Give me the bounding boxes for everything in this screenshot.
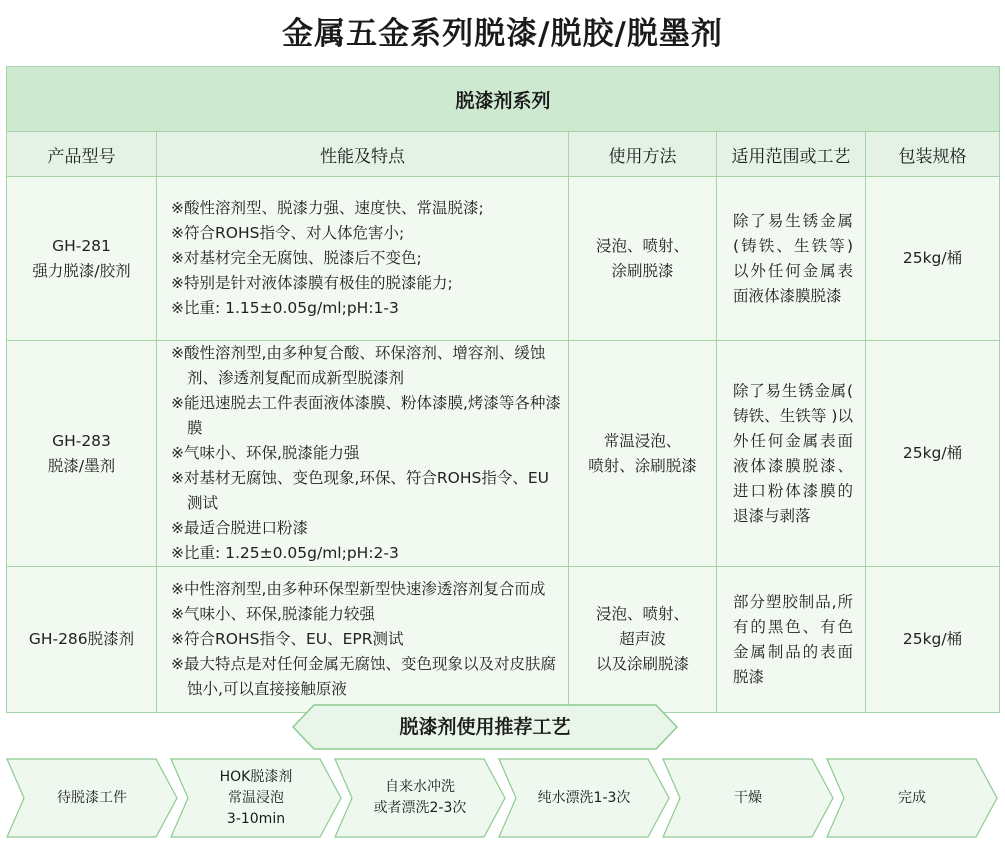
feature-item: ※符合ROHS指令、EU、EPR测试 <box>171 630 404 648</box>
step-line: 干燥 <box>734 789 762 806</box>
step-label <box>188 758 324 838</box>
model-cell <box>7 341 157 567</box>
method-line: 涂刷脱漆 <box>611 261 674 280</box>
model-name: 脱漆/墨剂 <box>47 456 116 475</box>
feature-item: ※气味小、环保,脱漆能力强 <box>171 444 360 462</box>
process-step <box>662 758 834 838</box>
scope-cell <box>717 341 866 567</box>
method-line: 喷射、涂刷脱漆 <box>588 456 697 475</box>
feature-item: ※中性溶剂型,由多种环保型新型快速渗透溶剂复合而成 <box>171 580 546 598</box>
method-line: 以及涂刷脱漆 <box>595 655 689 673</box>
model-code: GH-281 <box>52 236 111 255</box>
feature-item: ※酸性溶剂型,由多种复合酸、环保溶剂、增容剂、缓蚀剂、渗透剂复配而成新型脱漆剂 <box>171 344 546 387</box>
table-row <box>7 177 1000 341</box>
feature-item: ※最大特点是对任何金属无腐蚀、变色现象以及对皮肤腐蚀小,可以直接接触原液 <box>171 655 556 698</box>
step-label <box>24 758 160 838</box>
step-label <box>844 758 980 838</box>
feature-item: ※气味小、环保,脱漆能力较强 <box>171 605 375 623</box>
feature-item: ※特别是针对液体漆膜有极佳的脱漆能力; <box>171 274 453 292</box>
step-line: 3-10min <box>226 810 286 827</box>
feature-item: ※最适合脱进口粉漆 <box>171 519 308 537</box>
method-cell <box>569 567 717 713</box>
header-model: 产品型号 <box>7 132 157 177</box>
step-label <box>352 758 488 838</box>
model-cell <box>7 567 157 713</box>
feature-item: ※对基材完全无腐蚀、脱漆后不变色; <box>171 249 422 267</box>
step-line: 纯水漂洗1-3次 <box>537 789 631 806</box>
process-step <box>826 758 998 838</box>
scope-cell <box>717 177 866 341</box>
feature-item: ※符合ROHS指令、对人体危害小; <box>171 224 405 242</box>
package-cell: 25kg/桶 <box>866 567 1000 713</box>
table-row <box>7 341 1000 567</box>
table-row <box>7 567 1000 713</box>
scope-text: 部分塑胶制品,所有的黑色、有色金属制品的表面脱漆 <box>733 592 853 686</box>
step-line: 自来水冲洗 <box>385 779 455 795</box>
step-line: HOK脱漆剂 <box>219 768 293 785</box>
features-cell <box>157 567 569 713</box>
method-line: 超声波 <box>619 630 666 648</box>
process-step <box>334 758 506 838</box>
header-scope: 适用范围或工艺 <box>717 132 866 177</box>
step-line: 常温浸泡 <box>228 789 284 806</box>
method-cell <box>569 177 717 341</box>
scope-text: 除了易生锈金属(铸铁、生铁等)以外任何金属表面液体漆膜脱漆 <box>733 211 853 305</box>
table-band-title: 脱漆剂系列 <box>7 67 1000 132</box>
package-cell: 25kg/桶 <box>866 177 1000 341</box>
method-cell <box>569 341 717 567</box>
model-name: 强力脱漆/胶剂 <box>32 261 131 280</box>
feature-item: ※比重: 1.15±0.05g/ml;pH:1-3 <box>171 299 399 317</box>
method-line: 常温浸泡、 <box>603 431 682 450</box>
scope-cell <box>717 567 866 713</box>
process-title: 脱漆剂使用推荐工艺 <box>399 716 571 738</box>
feature-item: ※酸性溶剂型、脱漆力强、速度快、常温脱漆; <box>171 199 484 217</box>
page-title: 金属五金系列脱漆/脱胶/脱墨剂 <box>282 16 723 52</box>
scope-text: 除了易生锈金属( 铸铁、生铁等 )以外任何金属表面液体漆膜脱漆、进口粉体漆膜的退漆与剥落 <box>733 381 853 525</box>
header-features: 性能及特点 <box>157 132 569 177</box>
feature-item: ※能迅速脱去工件表面液体漆膜、粉体漆膜,烤漆等各种漆膜 <box>171 394 561 437</box>
step-line: 完成 <box>898 789 926 806</box>
feature-item: ※对基材无腐蚀、变色现象,环保、符合ROHS指令、EU测试 <box>171 469 550 512</box>
header-package: 包装规格 <box>866 132 1000 177</box>
process-steps <box>6 758 1001 838</box>
process-banner <box>292 704 678 750</box>
model-code: GH-286脱漆剂 <box>28 630 135 648</box>
step-label <box>516 758 652 838</box>
method-line: 浸泡、喷射、 <box>595 605 689 623</box>
method-line: 浸泡、喷射、 <box>595 236 689 255</box>
step-label <box>680 758 816 838</box>
step-line: 待脱漆工件 <box>57 789 127 806</box>
feature-item: ※比重: 1.25±0.05g/ml;pH:2-3 <box>171 544 399 562</box>
process-step <box>6 758 178 838</box>
model-cell <box>7 177 157 341</box>
header-method: 使用方法 <box>569 132 717 177</box>
model-code: GH-283 <box>52 431 111 450</box>
features-cell <box>157 177 569 341</box>
process-step <box>498 758 670 838</box>
step-line: 或者漂洗2-3次 <box>373 800 467 816</box>
product-table <box>6 66 1000 713</box>
process-step <box>170 758 342 838</box>
package-cell: 25kg/桶 <box>866 341 1000 567</box>
features-cell <box>157 341 569 567</box>
